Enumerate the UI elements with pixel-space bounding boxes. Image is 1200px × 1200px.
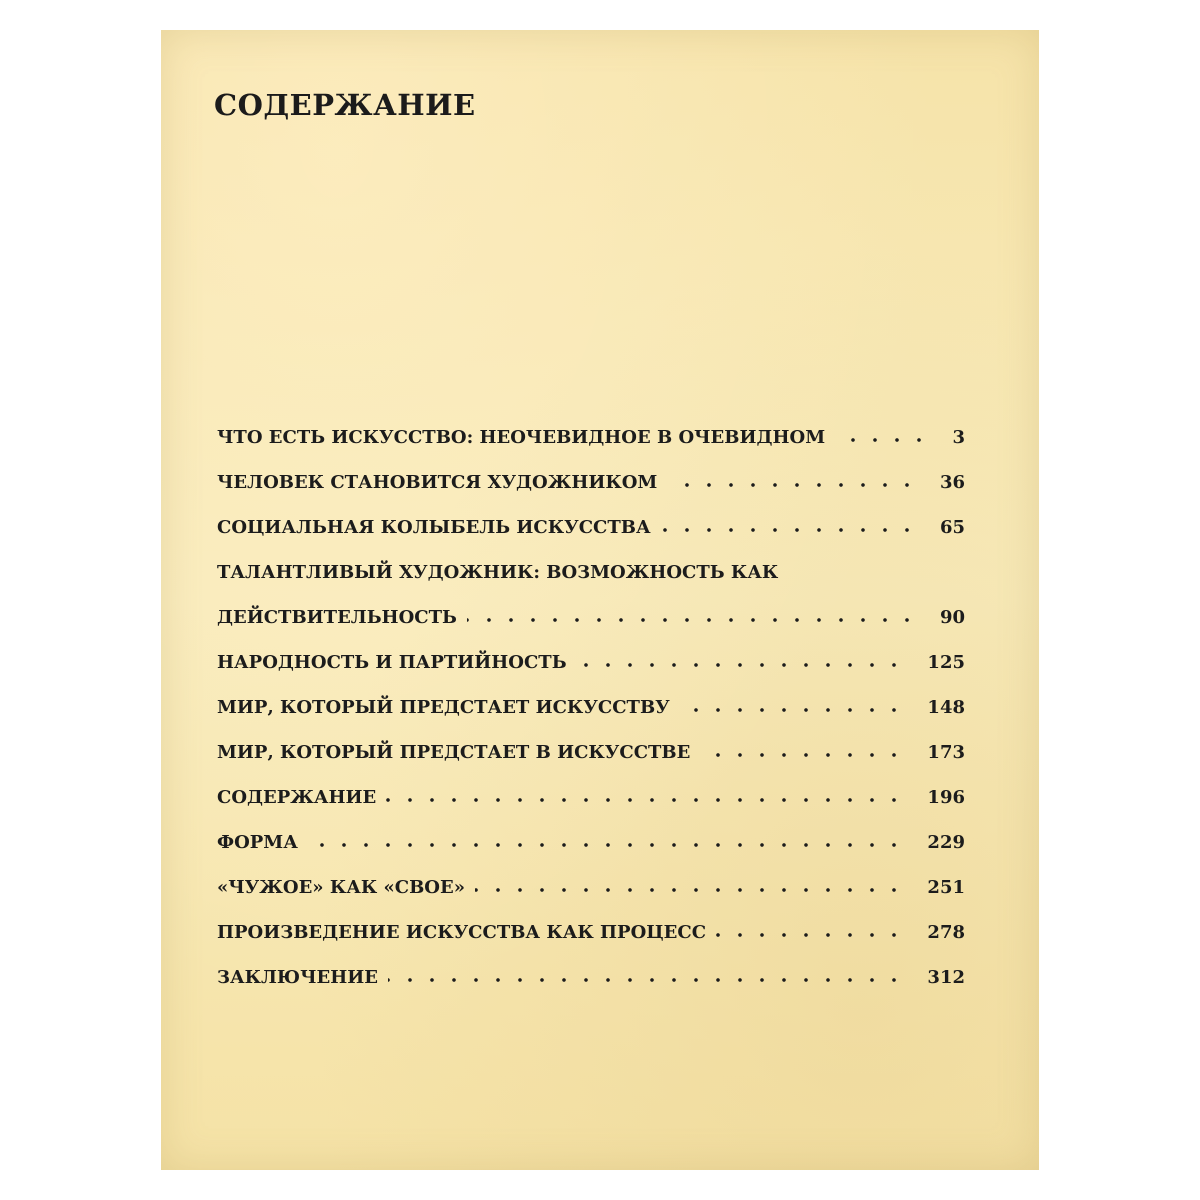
toc-entry-title: ЧТО ЕСТЬ ИСКУССТВО: НЕОЧЕВИДНОЕ В ОЧЕВИДНОМ (217, 427, 826, 448)
dot-leader (716, 930, 905, 940)
toc-entry (217, 957, 965, 1002)
toc-entry-page: 36 (939, 472, 965, 493)
toc-entry-page: 173 (927, 742, 965, 763)
toc-entry-title: МИР, КОТОРЫЙ ПРЕДСТАЕТ ИСКУССТВУ (217, 697, 670, 718)
toc-entry-page: 229 (927, 832, 965, 853)
dot-leader (667, 480, 918, 490)
toc-entry (217, 912, 965, 957)
toc-entry (217, 777, 965, 822)
toc-entry-page: 148 (927, 697, 965, 718)
toc-entry (217, 597, 965, 642)
dot-leader (835, 435, 930, 445)
toc-entry (217, 867, 965, 912)
toc-entry (217, 417, 965, 462)
dot-leader (467, 615, 918, 625)
toc-entry (217, 687, 965, 732)
toc-entry (217, 732, 965, 777)
toc-entry-title: ЧЕЛОВЕК СТАНОВИТСЯ ХУДОЖНИКОМ (217, 472, 658, 493)
toc-entry-title: ДЕЙСТВИТЕЛЬНОСТЬ (217, 607, 457, 628)
toc-entry-page: 3 (952, 427, 965, 448)
toc-entry-page: 90 (939, 607, 965, 628)
toc-entry (217, 552, 965, 597)
toc-entry-title: СОДЕРЖАНИЕ (217, 787, 377, 808)
toc-entry (217, 507, 965, 552)
page-title: СОДЕРЖАНИЕ (214, 88, 476, 122)
toc-entry (217, 462, 965, 507)
toc-entry (217, 822, 965, 867)
toc-entry-page: 278 (927, 922, 965, 943)
toc-entry (217, 642, 965, 687)
toc-entry-title: ТАЛАНТЛИВЫЙ ХУДОЖНИК: ВОЗМОЖНОСТЬ КАК (217, 562, 779, 583)
dot-leader (388, 975, 905, 985)
dot-leader (577, 660, 905, 670)
dot-leader (475, 885, 905, 895)
toc-entry-title: ЗАКЛЮЧЕНИЕ (217, 967, 378, 988)
toc-entry-title: МИР, КОТОРЫЙ ПРЕДСТАЕТ В ИСКУССТВЕ (217, 742, 691, 763)
toc-entry-title: ФОРМА (217, 832, 298, 853)
toc-entry-page: 251 (927, 877, 965, 898)
toc-entry-page: 196 (927, 787, 965, 808)
dot-leader (386, 795, 905, 805)
dot-leader (680, 705, 905, 715)
table-of-contents (217, 417, 965, 1002)
dot-leader (700, 750, 905, 760)
dot-leader (661, 525, 918, 535)
toc-entry-title: НАРОДНОСТЬ И ПАРТИЙНОСТЬ (217, 652, 567, 673)
toc-entry-title: «ЧУЖОЕ» КАК «СВОЕ» (217, 877, 465, 898)
dot-leader (308, 840, 905, 850)
toc-entry-page: 125 (927, 652, 965, 673)
toc-entry-title: СОЦИАЛЬНАЯ КОЛЫБЕЛЬ ИСКУССТВА (217, 517, 651, 538)
toc-entry-page: 65 (939, 517, 965, 538)
toc-entry-page: 312 (927, 967, 965, 988)
toc-entry-title: ПРОИЗВЕДЕНИЕ ИСКУССТВА КАК ПРОЦЕСС (217, 922, 707, 943)
